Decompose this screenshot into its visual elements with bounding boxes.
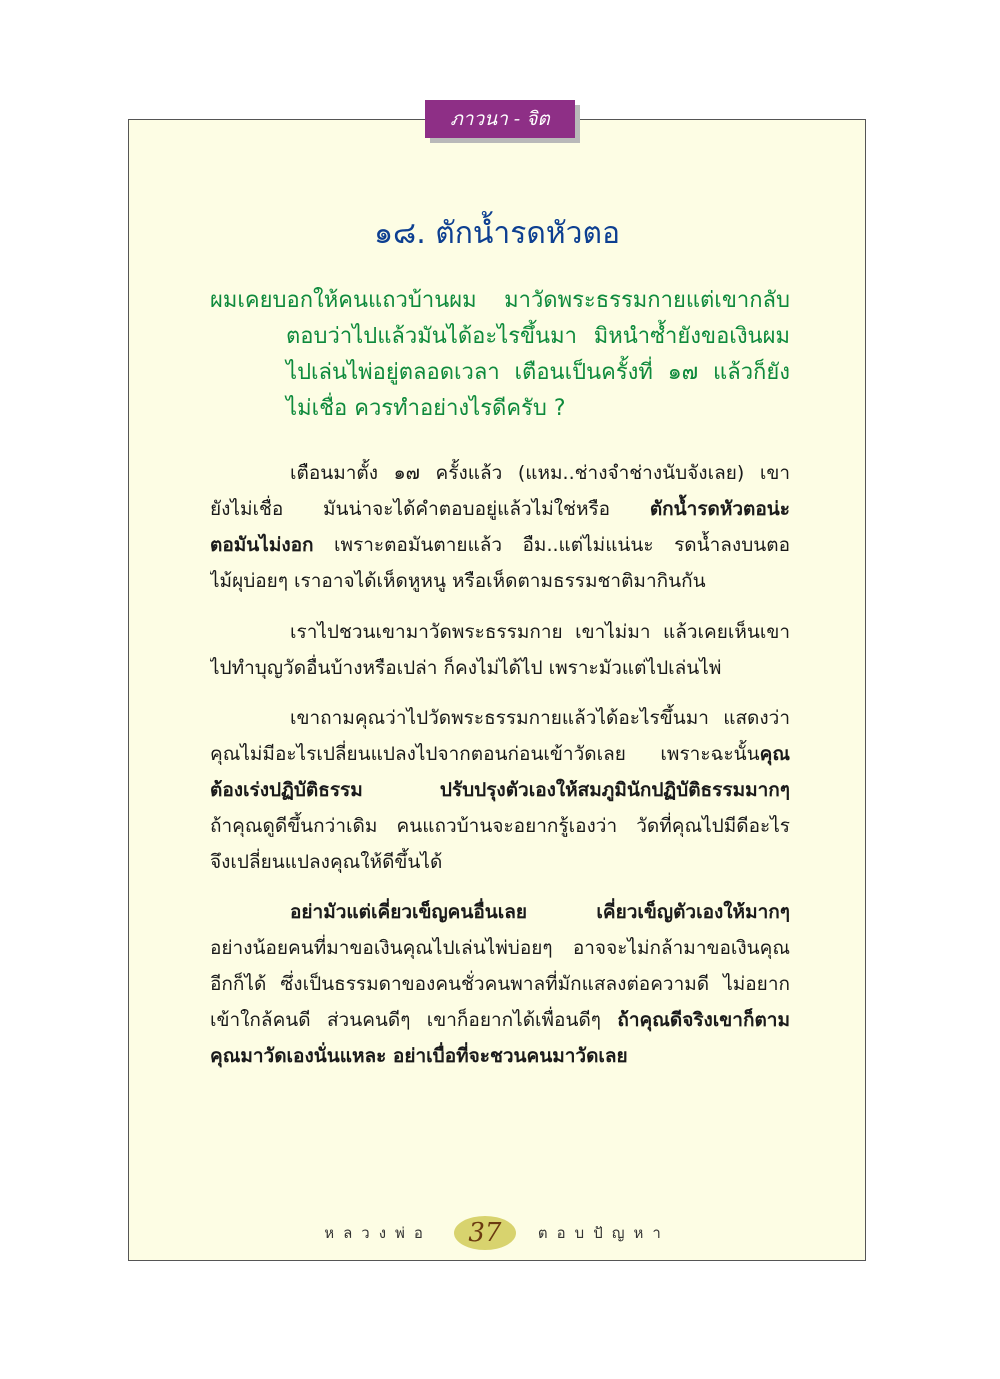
bold-text: ถ้าคุณดีจริงเขาก็ตาม [617,1009,790,1031]
question-line: ผมเคยบอกให้คนแถวบ้านผม มาวัดพระธรรมกายแต่เขากลับ [210,288,790,313]
paragraph-line: เราไปชวนเขามาวัดพระธรรมกาย เขาไม่มา แล้วเคยเห็นเขา [290,621,790,643]
article-title: ๑๘. ตักน้ำรดหัวตอ [374,216,620,251]
bold-text: ตอมันไม่งอก [210,534,314,556]
category-tab: ภาวนา - จิต [425,100,575,138]
footer-left-text: หลวงพ่อ [324,1224,432,1242]
paragraph-line: อย่างน้อยคนที่มาขอเงินคุณไปเล่นไพ่บ่อยๆ อาจจะไม่กล้ามาขอเงินคุณ [210,937,790,959]
question-line: ตอบว่าไปแล้วมันได้อะไรขึ้นมา มิหนำซ้ำยังขอเงินผม [286,324,790,349]
paragraph-line [210,736,790,772]
text-run: เพราะตอมันตายแล้ว อืม..แต่ไม่แน่นะ รดน้ำลงบนตอ [313,534,790,556]
page-number: 37 [468,1218,502,1248]
paragraph-line: ไม้ผุบ่อยๆ เราอาจได้เห็ดหูหนู หรือเห็ดตามธรรมชาติมากินกัน [210,570,706,592]
question-line: ไปเล่นไพ่อยู่ตลอดเวลา เตือนเป็นครั้งที่ ๑๗ แล้วก็ยัง [286,360,790,385]
paragraph-line: ไปทำบุญวัดอื่นบ้างหรือเปล่า ก็คงไม่ได้ไป เพราะมัวแต่ไปเล่นไพ่ [210,657,722,679]
answer-paragraph-2 [210,614,790,686]
paragraph-line: ถ้าคุณดูดีขึ้นกว่าเดิม คนแถวบ้านจะอยากรู้เองว่า วัดที่คุณไปมีดีอะไร [210,815,790,837]
bold-text: คุณมาวัดเองนั่นแหละ อย่าเบื่อที่จะชวนคนมาวัดเลย [210,1045,628,1067]
page-number-badge [454,1216,516,1250]
answer-paragraph-3 [210,700,790,880]
page-footer [128,1213,866,1253]
paragraph-line: เขาถามคุณว่าไปวัดพระธรรมกายแล้วได้อะไรขึ้นมา แสดงว่า [290,707,790,729]
question-block [210,283,790,427]
footer-right-text: ตอบปัญหา [537,1224,670,1242]
paragraph-line [210,491,790,527]
paragraph-line [210,894,790,930]
text-run: คุณไม่มีอะไรเปลี่ยนแปลงไปจากตอนก่อนเข้าวัดเลย เพราะฉะนั้น [210,743,760,765]
paragraph-line [210,527,790,563]
bold-text: คุณ [759,743,790,765]
question-line: ไม่เชื่อ ควรทำอย่างไรดีครับ ? [286,396,566,421]
bold-text: ตักน้ำรดหัวตอน่ะ [649,498,790,520]
paragraph-line: เตือนมาตั้ง ๑๗ ครั้งแล้ว (แหม..ช่างจำช่างนับจังเลย) เขา [290,462,790,484]
paragraph-line [210,772,790,808]
answer-paragraph-4 [210,894,790,1074]
paragraph-line: อีกก็ได้ ซึ่งเป็นธรรมดาของคนชั่วคนพาลที่มักแสลงต่อความดี ไม่อยาก [210,973,790,995]
paragraph-line [210,1038,790,1074]
text-run: ยังไม่เชื่อ มันน่าจะได้คำตอบอยู่แล้วไม่ใช่หรือ [210,498,650,520]
answer-paragraph-1 [210,455,790,599]
paragraph-line [210,1002,790,1038]
bold-text: ต้องเร่งปฏิบัติธรรม ปรับปรุงตัวเองให้สมภูมินักปฏิบัติธรรมมากๆ [210,779,790,801]
paragraph-line: จึงเปลี่ยนแปลงคุณให้ดีขึ้นได้ [210,851,443,873]
text-run: เข้าใกล้คนดี ส่วนคนดีๆ เขาก็อยากได้เพื่อนดีๆ [210,1009,618,1031]
bold-text: อย่ามัวแต่เคี่ยวเข็ญคนอื่นเลย เคี่ยวเข็ญตัวเองให้มากๆ [290,901,790,923]
